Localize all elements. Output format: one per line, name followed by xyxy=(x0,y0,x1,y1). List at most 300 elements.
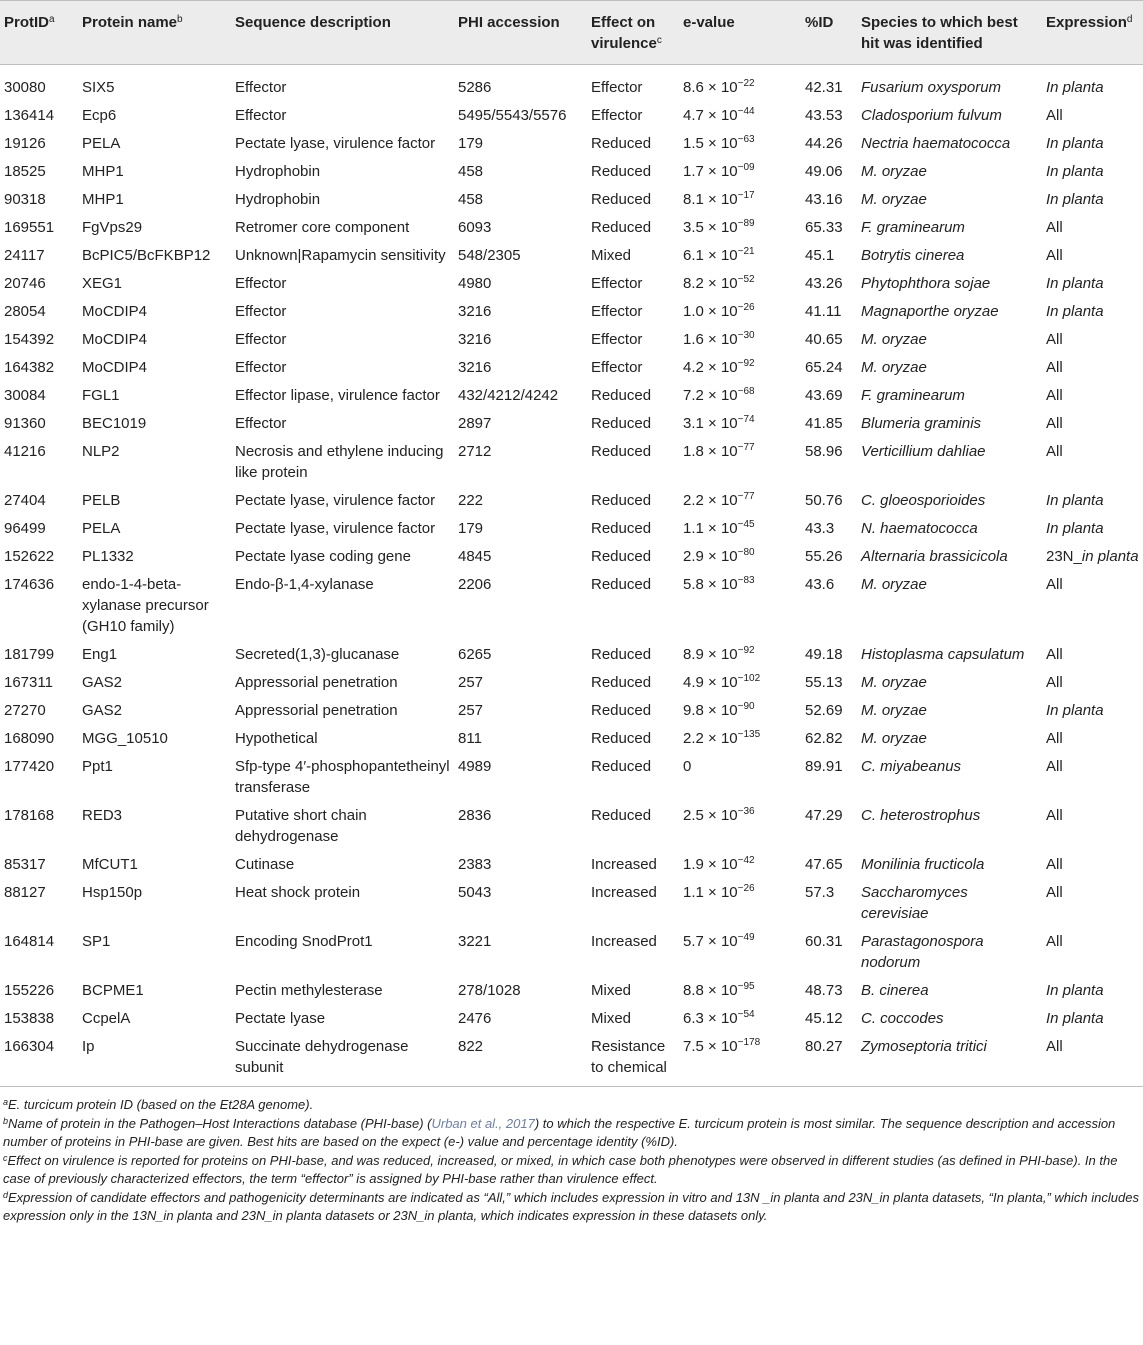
phi-accession-cell: 5495/5543/5576 xyxy=(458,107,567,124)
table-row xyxy=(0,65,1143,102)
protein-name-cell: MoCDIP4 xyxy=(82,331,148,348)
e-value-mantissa: 1.1 × 10 xyxy=(683,520,738,537)
sequence-description-cell: Pectate lyase xyxy=(235,1010,326,1027)
expression-cell xyxy=(1042,753,1143,802)
e-value-cell xyxy=(679,753,801,802)
table-row xyxy=(0,1005,1143,1033)
column-header xyxy=(0,1,78,65)
e-value-exponent: −83 xyxy=(737,575,755,586)
protein-name-cell: Ip xyxy=(78,1033,231,1087)
footnote-marker: b xyxy=(3,1116,9,1126)
percent-identity-cell: 89.91 xyxy=(805,758,843,775)
footnote-marker: d xyxy=(1126,14,1133,25)
expression-cell xyxy=(1042,130,1143,158)
percent-identity-cell: 50.76 xyxy=(805,492,843,509)
e-value-exponent: −52 xyxy=(737,274,755,285)
percent-identity-cell: 49.18 xyxy=(805,646,843,663)
phi-accession-cell: 257 xyxy=(458,674,484,691)
expression-text: All xyxy=(1046,247,1063,264)
e-value-mantissa: 8.9 × 10 xyxy=(683,646,738,663)
sequence-description-cell: Succinate dehydrogenase subunit xyxy=(231,1033,454,1087)
expression-cell xyxy=(1042,438,1143,487)
e-value-mantissa: 8.2 × 10 xyxy=(683,275,738,292)
percent-identity-cell: 41.85 xyxy=(805,415,843,432)
protein-name-cell: Eng1 xyxy=(82,646,118,663)
column-header-label: Species to which best hit was identified xyxy=(861,14,1018,52)
species-cell: Alternaria brassicicola xyxy=(861,548,1008,565)
expression-cell xyxy=(1042,270,1143,298)
footnote xyxy=(3,1189,1140,1225)
protein-name-cell: PL1332 xyxy=(82,548,134,565)
expression-italic-text: In planta xyxy=(1046,303,1104,320)
column-header-label: Sequence description xyxy=(235,14,391,31)
e-value-cell xyxy=(679,669,801,697)
protein-name-cell: MHP1 xyxy=(82,163,124,180)
phi-accession-cell: 6265 xyxy=(458,646,492,663)
protein-name-cell: SIX5 xyxy=(82,79,115,96)
species-cell: M. oryzae xyxy=(861,191,927,208)
virulence-effect-cell: Reduced xyxy=(591,163,652,180)
species-cell: F. graminearum xyxy=(861,387,965,404)
e-value-exponent: −90 xyxy=(737,701,755,712)
expression-italic-text: In planta xyxy=(1046,1010,1104,1027)
protein-name-cell: endo-1-4-beta-xylanase precursor (GH10 family) xyxy=(82,576,209,635)
percent-identity-cell: 40.65 xyxy=(805,331,843,348)
phi-accession-cell: 6093 xyxy=(458,219,492,236)
e-value-cell xyxy=(679,1033,801,1087)
e-value-cell xyxy=(679,354,801,382)
protein-id-cell: 178168 xyxy=(4,807,55,824)
e-value-exponent: −95 xyxy=(737,981,755,992)
e-value-cell xyxy=(679,928,801,977)
protein-id-cell: 18525 xyxy=(4,163,46,180)
sequence-description-cell: Putative short chain dehydrogenase xyxy=(235,807,367,845)
expression-cell xyxy=(1042,543,1143,571)
percent-identity-cell: 42.31 xyxy=(805,79,843,96)
species-cell: C. heterostrophus xyxy=(861,807,981,824)
phi-accession-cell: 548/2305 xyxy=(458,247,521,264)
virulence-effect-cell: Increased xyxy=(591,856,657,873)
e-value-exponent: −45 xyxy=(737,519,755,530)
table-row xyxy=(0,242,1143,270)
virulence-effect-cell: Reduced xyxy=(591,219,652,236)
column-header xyxy=(587,1,679,65)
virulence-effect-cell: Reduced xyxy=(591,191,652,208)
column-header xyxy=(454,1,587,65)
sequence-description-cell: Unknown|Rapamycin sensitivity xyxy=(235,247,446,264)
table-body xyxy=(0,65,1143,1087)
expression-text: 23N_ xyxy=(1046,548,1082,565)
sequence-description-cell: Effector xyxy=(235,331,287,348)
percent-identity-cell: 43.69 xyxy=(805,387,843,404)
expression-text: All xyxy=(1046,359,1063,376)
protein-name-cell: GAS2 xyxy=(82,674,123,691)
e-value-exponent: −54 xyxy=(737,1009,755,1020)
percent-identity-cell: 65.33 xyxy=(805,219,843,236)
species-cell: Blumeria graminis xyxy=(861,415,982,432)
e-value-mantissa: 1.9 × 10 xyxy=(683,856,738,873)
column-header xyxy=(1042,1,1143,65)
e-value-exponent: −80 xyxy=(737,547,755,558)
protein-name-cell: MoCDIP4 xyxy=(82,303,148,320)
sequence-description-cell: Pectate lyase coding gene xyxy=(235,548,411,565)
percent-identity-cell: 45.1 xyxy=(805,247,835,264)
e-value-cell xyxy=(679,725,801,753)
sequence-description-cell: Effector xyxy=(235,415,287,432)
protein-id-cell: 90318 xyxy=(4,191,46,208)
protein-id-cell: 20746 xyxy=(4,275,46,292)
sequence-description-cell: Sfp-type 4′-phosphopantetheinyl transferase xyxy=(235,758,450,796)
phi-accession-cell: 4845 xyxy=(458,548,492,565)
percent-identity-cell: 49.06 xyxy=(805,163,843,180)
table-row xyxy=(0,214,1143,242)
virulence-effect-cell: Effector xyxy=(591,79,643,96)
sequence-description-cell: Pectate lyase, virulence factor xyxy=(235,135,436,152)
virulence-effect-cell: Reduced xyxy=(591,646,652,663)
e-value-mantissa: 7.5 × 10 xyxy=(683,1038,738,1055)
e-value-cell xyxy=(679,130,801,158)
e-value-exponent: −49 xyxy=(737,932,755,943)
column-header-label: e-value xyxy=(683,14,735,31)
e-value-mantissa: 4.2 × 10 xyxy=(683,359,738,376)
phi-accession-cell: 4989 xyxy=(458,758,492,775)
table-row xyxy=(0,571,1143,641)
expression-cell xyxy=(1042,382,1143,410)
virulence-effect-cell: Effector xyxy=(591,107,643,124)
virulence-effect-cell: Mixed xyxy=(591,982,632,999)
footnote-marker: c xyxy=(3,1153,8,1163)
species-cell: M. oryzae xyxy=(861,674,927,691)
expression-italic-text: in planta xyxy=(1081,548,1139,565)
e-value-cell xyxy=(679,242,801,270)
table-row xyxy=(0,186,1143,214)
footnote-text: Effect on virulence is reported for proteins on PHI-base, and was reduced, increased, or mixed, in which case both phenotypes were observed in different studies (as defined in PHI-base). In the case of previously characterized effectors, the term “effector” is assigned by PHI-base rather than virulence effect. xyxy=(3,1153,1118,1186)
virulence-effect-cell: Effector xyxy=(591,331,643,348)
e-value-cell xyxy=(679,438,801,487)
table-row xyxy=(0,802,1143,851)
table-row xyxy=(0,130,1143,158)
e-value-mantissa: 3.1 × 10 xyxy=(683,415,738,432)
virulence-effect-cell: Reduced xyxy=(591,730,652,747)
species-cell: Zymoseptoria tritici xyxy=(857,1033,1042,1087)
sequence-description-cell: Hydrophobin xyxy=(235,163,321,180)
e-value-exponent: −22 xyxy=(737,78,755,89)
expression-text: All xyxy=(1046,387,1063,404)
footnote-marker: d xyxy=(3,1190,9,1200)
virulence-effect-cell: Mixed xyxy=(591,247,632,264)
e-value-exponent: −77 xyxy=(737,442,755,453)
percent-identity-cell: 44.26 xyxy=(805,135,843,152)
e-value-mantissa: 0 xyxy=(683,758,692,775)
table-row xyxy=(0,753,1143,802)
protein-id-cell: 30080 xyxy=(4,79,46,96)
e-value-cell xyxy=(679,641,801,669)
e-value-mantissa: 4.7 × 10 xyxy=(683,107,738,124)
expression-text: All xyxy=(1046,856,1063,873)
protein-name-cell: PELB xyxy=(82,492,121,509)
virulence-effect-cell: Reduced xyxy=(591,674,652,691)
protein-id-cell: 164382 xyxy=(4,359,55,376)
table-header xyxy=(0,1,1143,65)
expression-cell xyxy=(1042,977,1143,1005)
expression-cell xyxy=(1042,214,1143,242)
table-row xyxy=(0,438,1143,487)
e-value-cell xyxy=(679,102,801,130)
column-header xyxy=(857,1,1042,65)
sequence-description-cell: Encoding SnodProt1 xyxy=(235,933,373,950)
expression-text: All xyxy=(1046,1038,1063,1055)
expression-cell xyxy=(1042,851,1143,879)
table-row xyxy=(0,158,1143,186)
phi-accession-cell: 811 xyxy=(458,730,482,747)
protein-name-cell: FGL1 xyxy=(82,387,120,404)
column-header-label: Effect on virulence xyxy=(591,14,657,52)
species-cell: F. graminearum xyxy=(861,219,965,236)
e-value-exponent: −92 xyxy=(737,358,755,369)
protein-name-cell: MfCUT1 xyxy=(82,856,138,873)
percent-identity-cell: 43.53 xyxy=(805,107,843,124)
protein-name-cell: BcPIC5/BcFKBP12 xyxy=(82,247,211,264)
protein-id-cell: 27404 xyxy=(4,492,46,509)
protein-id-cell: 136414 xyxy=(4,107,55,124)
protein-id-cell: 153838 xyxy=(4,1010,55,1027)
footnote-marker: a xyxy=(3,1097,9,1107)
species-cell: Magnaporthe oryzae xyxy=(861,303,999,320)
e-value-mantissa: 8.8 × 10 xyxy=(683,982,738,999)
footnote-marker: c xyxy=(656,35,662,46)
e-value-cell xyxy=(679,298,801,326)
phi-accession-cell: 2897 xyxy=(458,415,492,432)
sequence-description-cell: Secreted(1,3)-glucanase xyxy=(235,646,400,663)
e-value-cell xyxy=(679,571,801,641)
expression-cell xyxy=(1042,641,1143,669)
expression-cell xyxy=(1042,802,1143,851)
expression-text: All xyxy=(1046,884,1063,901)
table-row xyxy=(0,382,1143,410)
expression-text: All xyxy=(1046,331,1063,348)
expression-text: All xyxy=(1046,443,1063,460)
species-cell: Parastagonospora nodorum xyxy=(861,933,984,971)
protein-name-cell: MoCDIP4 xyxy=(82,359,148,376)
e-value-exponent: −42 xyxy=(737,855,755,866)
table-row xyxy=(0,270,1143,298)
sequence-description-cell: Retromer core component xyxy=(235,219,410,236)
protein-id-cell: 19126 xyxy=(4,135,46,152)
phi-accession-cell: 432/4212/4242 xyxy=(458,387,559,404)
species-cell: M. oryzae xyxy=(861,163,927,180)
e-value-exponent: −77 xyxy=(737,491,755,502)
expression-italic-text: In planta xyxy=(1046,492,1104,509)
column-header xyxy=(801,1,857,65)
protein-name-cell: NLP2 xyxy=(82,443,120,460)
protein-id-cell: 154392 xyxy=(4,331,55,348)
e-value-mantissa: 7.2 × 10 xyxy=(683,387,738,404)
table-row xyxy=(0,410,1143,438)
protein-id-cell: 28054 xyxy=(4,303,46,320)
protein-id-cell: 174636 xyxy=(4,576,55,593)
protein-id-cell: 24117 xyxy=(4,247,45,264)
e-value-mantissa: 8.1 × 10 xyxy=(683,191,738,208)
virulence-effect-cell: Mixed xyxy=(591,1010,632,1027)
expression-text: All xyxy=(1046,576,1063,593)
expression-cell xyxy=(1042,515,1143,543)
footnote-text: ) to which the respective E. turcicum protein is most similar. The sequence description and accession number of proteins in PHI-base are given. Best hits are based on the expect (e-) value and percentage identity (%ID). xyxy=(3,1116,1116,1149)
phi-accession-cell: 5043 xyxy=(458,884,492,901)
protein-id-cell: 181799 xyxy=(4,646,55,663)
column-header-label: PHI accession xyxy=(458,14,560,31)
e-value-mantissa: 3.5 × 10 xyxy=(683,219,738,236)
expression-cell xyxy=(1042,65,1143,102)
sequence-description-cell: Necrosis and ethylene inducing like protein xyxy=(235,443,444,481)
e-value-mantissa: 1.1 × 10 xyxy=(683,884,738,901)
column-header-label: Expression xyxy=(1046,14,1127,31)
virulence-effect-cell: Reduced xyxy=(591,492,652,509)
table-row xyxy=(0,102,1143,130)
protein-id-cell: 41216 xyxy=(4,443,46,460)
percent-identity-cell: 58.96 xyxy=(805,443,843,460)
e-value-exponent: −89 xyxy=(737,218,755,229)
species-cell: Phytophthora sojae xyxy=(861,275,991,292)
expression-text: All xyxy=(1046,807,1063,824)
footnote xyxy=(3,1152,1140,1188)
phi-accession-cell: 2712 xyxy=(458,443,492,460)
protein-name-cell: BCPME1 xyxy=(82,982,144,999)
sequence-description-cell: Effector xyxy=(235,275,287,292)
virulence-effect-cell: Increased xyxy=(591,933,657,950)
percent-identity-cell: 48.73 xyxy=(805,982,843,999)
expression-text: All xyxy=(1046,646,1063,663)
sequence-description-cell: Cutinase xyxy=(235,856,295,873)
e-value-mantissa: 6.1 × 10 xyxy=(683,247,738,264)
phi-accession-cell: 179 xyxy=(458,520,484,537)
e-value-mantissa: 8.6 × 10 xyxy=(683,79,738,96)
expression-italic-text: In planta xyxy=(1046,982,1104,999)
expression-cell xyxy=(1042,102,1143,130)
phi-accession-cell: 3221 xyxy=(458,933,492,950)
e-value-mantissa: 1.7 × 10 xyxy=(683,163,738,180)
sequence-description-cell: Hypothetical xyxy=(235,730,318,747)
phi-accession-cell: 3216 xyxy=(458,359,492,376)
table-row xyxy=(0,1033,1143,1087)
percent-identity-cell: 62.82 xyxy=(805,730,843,747)
species-cell: C. coccodes xyxy=(861,1010,944,1027)
table-row xyxy=(0,543,1143,571)
expression-cell xyxy=(1042,158,1143,186)
species-cell: M. oryzae xyxy=(861,730,927,747)
protein-name-cell: RED3 xyxy=(82,807,123,824)
citation-link[interactable]: Urban et al., 2017 xyxy=(431,1116,535,1131)
species-cell: M. oryzae xyxy=(861,576,927,593)
protein-name-cell: Ppt1 xyxy=(82,758,113,775)
sequence-description-cell: Endo-β-1,4-xylanase xyxy=(235,576,374,593)
protein-id-cell: 85317 xyxy=(4,856,46,873)
species-cell: B. cinerea xyxy=(861,982,929,999)
phi-accession-cell: 3216 xyxy=(458,303,492,320)
expression-cell xyxy=(1042,298,1143,326)
e-value-cell xyxy=(679,1005,801,1033)
protein-id-cell: 155226 xyxy=(4,982,55,999)
footnote xyxy=(3,1096,1140,1114)
e-value-exponent: −26 xyxy=(737,883,755,894)
sequence-description-cell: Pectin methylesterase xyxy=(235,982,383,999)
e-value-exponent: −26 xyxy=(737,302,755,313)
column-header xyxy=(78,1,231,65)
table-row xyxy=(0,354,1143,382)
species-cell: Histoplasma capsulatum xyxy=(861,646,1025,663)
phi-accession-cell: 2383 xyxy=(458,856,492,873)
species-cell: M. oryzae xyxy=(861,331,927,348)
virulence-effect-cell: Effector xyxy=(591,359,643,376)
phi-accession-cell: 257 xyxy=(458,702,484,719)
protein-name-cell: PELA xyxy=(82,135,121,152)
percent-identity-cell: 57.3 xyxy=(805,884,835,901)
footnote xyxy=(3,1115,1140,1151)
percent-identity-cell: 60.31 xyxy=(805,933,843,950)
sequence-description-cell: Effector xyxy=(235,359,287,376)
footnote-text: Name of protein in the Pathogen–Host Interactions database (PHI-base) ( xyxy=(8,1116,432,1131)
e-value-mantissa: 1.6 × 10 xyxy=(683,331,738,348)
sequence-description-cell: Effector xyxy=(235,107,287,124)
phi-accession-cell: 3216 xyxy=(458,331,492,348)
percent-identity-cell: 43.3 xyxy=(805,520,835,537)
protein-id-cell: 96499 xyxy=(4,520,46,537)
expression-text: All xyxy=(1046,674,1063,691)
phi-accession-cell: 822 xyxy=(454,1033,587,1087)
table-row xyxy=(0,669,1143,697)
e-value-cell xyxy=(679,410,801,438)
virulence-effect-cell: Reduced xyxy=(591,415,652,432)
species-cell: Botrytis cinerea xyxy=(861,247,965,264)
e-value-mantissa: 5.8 × 10 xyxy=(683,576,738,593)
percent-identity-cell: 52.69 xyxy=(805,702,843,719)
expression-text: All xyxy=(1046,415,1063,432)
table-row xyxy=(0,515,1143,543)
expression-cell xyxy=(1042,1005,1143,1033)
protein-name-cell: GAS2 xyxy=(82,702,123,719)
protein-id-cell: 166304 xyxy=(0,1033,78,1087)
sequence-description-cell: Effector lipase, virulence factor xyxy=(235,387,440,404)
species-cell: M. oryzae xyxy=(861,702,927,719)
percent-identity-cell: 43.26 xyxy=(805,275,843,292)
e-value-exponent: −17 xyxy=(737,190,755,201)
e-value-mantissa: 1.5 × 10 xyxy=(683,135,738,152)
expression-cell xyxy=(1042,487,1143,515)
e-value-cell xyxy=(679,326,801,354)
expression-italic-text: In planta xyxy=(1046,275,1104,292)
percent-identity-cell: 65.24 xyxy=(805,359,843,376)
sequence-description-cell: Heat shock protein xyxy=(235,884,361,901)
percent-identity-cell: 47.65 xyxy=(805,856,843,873)
protein-id-cell: 164814 xyxy=(4,933,55,950)
e-value-exponent: −44 xyxy=(737,106,755,117)
virulence-effect-cell: Reduced xyxy=(591,135,652,152)
percent-identity-cell: 43.16 xyxy=(805,191,843,208)
phi-accession-cell: 278/1028 xyxy=(458,982,521,999)
table-row xyxy=(0,725,1143,753)
protein-id-cell: 27270 xyxy=(4,702,46,719)
expression-cell xyxy=(1042,186,1143,214)
virulence-effect-cell: Reduced xyxy=(591,576,652,593)
e-value-exponent: −21 xyxy=(737,246,755,257)
expression-cell xyxy=(1042,571,1143,641)
sequence-description-cell: Hydrophobin xyxy=(235,191,321,208)
protein-id-cell: 152622 xyxy=(4,548,55,565)
footnote-text: E. turcicum protein ID (based on the Et28A genome). xyxy=(8,1097,314,1112)
e-value-exponent: −92 xyxy=(737,645,755,656)
percent-identity-cell: 47.29 xyxy=(805,807,843,824)
expression-text: All xyxy=(1046,730,1063,747)
sequence-description-cell: Appressorial penetration xyxy=(235,702,398,719)
